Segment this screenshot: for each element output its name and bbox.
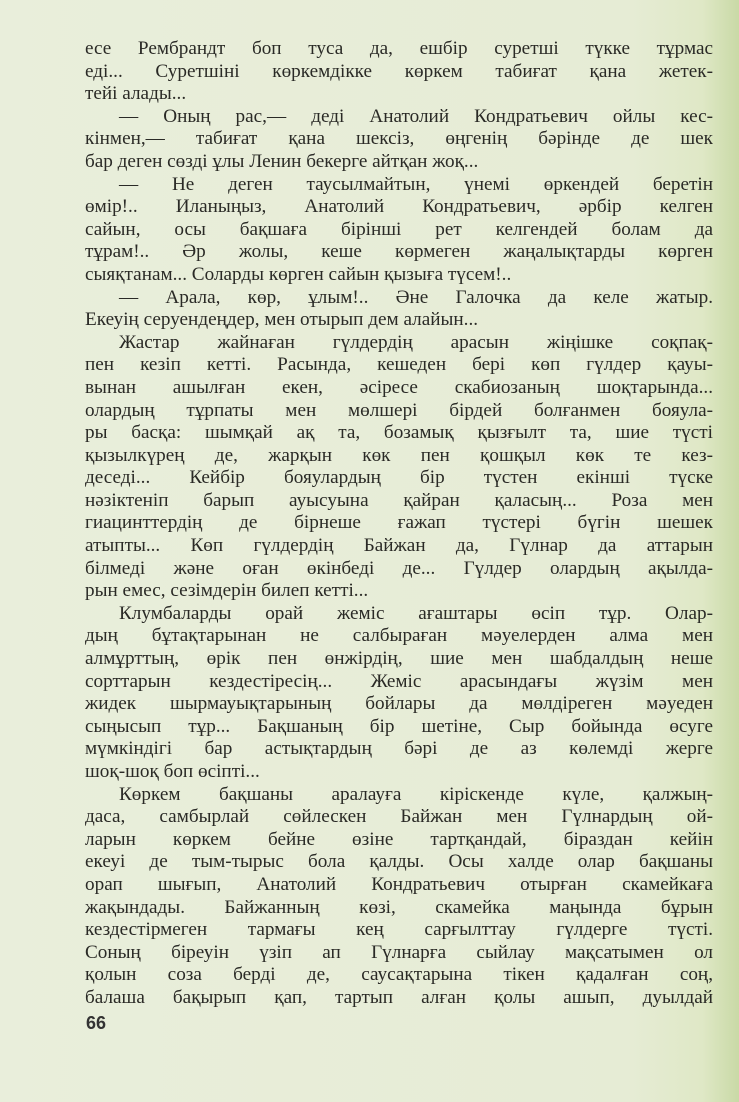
page-body-text: [85, 38, 713, 1010]
text-line: сорттарын кездестіресің... Жеміс арасындағы жүзім мен: [85, 670, 713, 692]
text-line: ларын көркем бейне өзіне тартқандай, біраздан кейін: [85, 828, 713, 850]
text-line: деседі... Кейбір бояулардың бір түстен екінші түске: [85, 467, 713, 489]
text-line: — Оның рас,— деді Анатолий Кондратьевич ойлы кес-: [119, 105, 713, 127]
text-line: олардың тұрпаты мен мөлшері бірдей болғанмен бояула-: [85, 399, 713, 421]
text-line: Клумбаларды орай жеміс ағаштары өсіп тұр. Олар-: [119, 602, 713, 624]
text-line: кінмен,— табиғат қана шексіз, өңгенің бәрінде де шек: [85, 128, 713, 150]
text-line: дың бұтақтарынан не салбыраған мәуелерден алма мен: [85, 625, 713, 647]
text-line: балаша бақырып қап, тартып алған қолы ашып, дуылдай: [85, 986, 713, 1008]
text-line: еді... Суретшіні көркемдікке көркем табиғат қана жетек-: [85, 60, 713, 82]
text-line: білмеді және оған өкінбеді де... Гүлдер олардың ақылда-: [85, 557, 713, 579]
text-line: Екеуің серуендеңдер, мен отырып дем алайын...: [85, 309, 479, 331]
text-line: қызылкүрең де, жарқын көк пен қошқыл көк те кез-: [85, 444, 713, 466]
text-line: шоқ-шоқ боп өсіпті...: [85, 761, 260, 782]
text-line: кездестірмеген тармағы кең сарғылттау гүлдерге түсті.: [85, 919, 713, 941]
text-line: гиацинттердің де бірнеше ғажап түстері бүгін шешек: [85, 512, 713, 534]
text-line: пен кезіп кетті. Расында, кешеден бері көп гүлдер қауы-: [85, 354, 713, 376]
text-line: мүмкіндігі бар астықтардың бәрі де аз көлемді жерге: [85, 738, 713, 760]
text-line: ры басқа: шымқай ақ та, бозамық қызғылт та, шие түсті: [85, 422, 713, 444]
text-line: қолын соза берді де, саусақтарына тікен қадалған соң,: [85, 964, 713, 986]
text-line: бар деген сөзді ұлы Ленин бекерге айтқан жоқ...: [85, 150, 479, 172]
text-line: даса, самбырлай сөйлескен Байжан мен Гүлнардың ой-: [85, 806, 713, 828]
text-line: жидек шырмауықтарының бойлары да мөлдіреген мәуеден: [85, 693, 713, 715]
text-line: сыяқтанам... Соларды көрген сайын қызыға түсем!..: [85, 263, 512, 285]
text-line: тейі алады...: [85, 83, 187, 105]
text-line: вынан ашылған екен, әсіресе скабиозаның шоқтарында...: [85, 376, 713, 398]
text-line: нәзіктеніп барып ауысуына қайран қаласың... Роза мен: [85, 489, 713, 511]
text-line: есе Рембрандт боп туса да, ешбір суретші түкке тұрмас: [85, 38, 713, 59]
text-line: орап шығып, Анатолий Кондратьевич отырған скамейкаға: [85, 873, 713, 895]
text-line: рын емес, сезімдерін билеп кетті...: [85, 580, 369, 602]
text-line: Жастар жайнаған гүлдердің арасын жіңішке соқпақ-: [119, 331, 713, 353]
text-line: екеуі де тым-тырыс бола қалды. Осы халде олар бақшаны: [85, 851, 713, 873]
text-line: сайын, осы бақшаға бірінші рет келгендей болам да: [85, 218, 713, 240]
text-line: жақындады. Байжанның көзі, скамейка маңында бұрын: [85, 896, 713, 918]
text-line: өмір!.. Иланыңыз, Анатолий Кондратьевич, әрбір келген: [85, 196, 713, 218]
page-number: 66: [86, 1013, 107, 1033]
text-line: Соның біреуін үзіп ап Гүлнарға сыйлау мақсатымен ол: [85, 941, 713, 963]
text-line: сыңысып тұр... Бақшаның бір шетіне, Сыр бойында өсуге: [85, 715, 713, 737]
text-line: атыпты... Көп гүлдердің Байжан да, Гүлнар да аттарын: [85, 535, 713, 557]
text-line: — Арала, көр, ұлым!.. Әне Галочка да келе жатыр.: [119, 286, 713, 308]
text-line: алмұрттың, өрік пен өнжірдің, шие мен шабдалдың неше: [85, 648, 713, 670]
text-line: Көркем бақшаны аралауға кірiскенде күле, қалжың-: [119, 783, 713, 805]
text-line: тұрам!.. Әр жолы, кеше көрмеген жаңалықтарды көрген: [85, 241, 713, 263]
text-line: — Не деген таусылмайтын, үнемі өркендей беретін: [119, 173, 713, 195]
